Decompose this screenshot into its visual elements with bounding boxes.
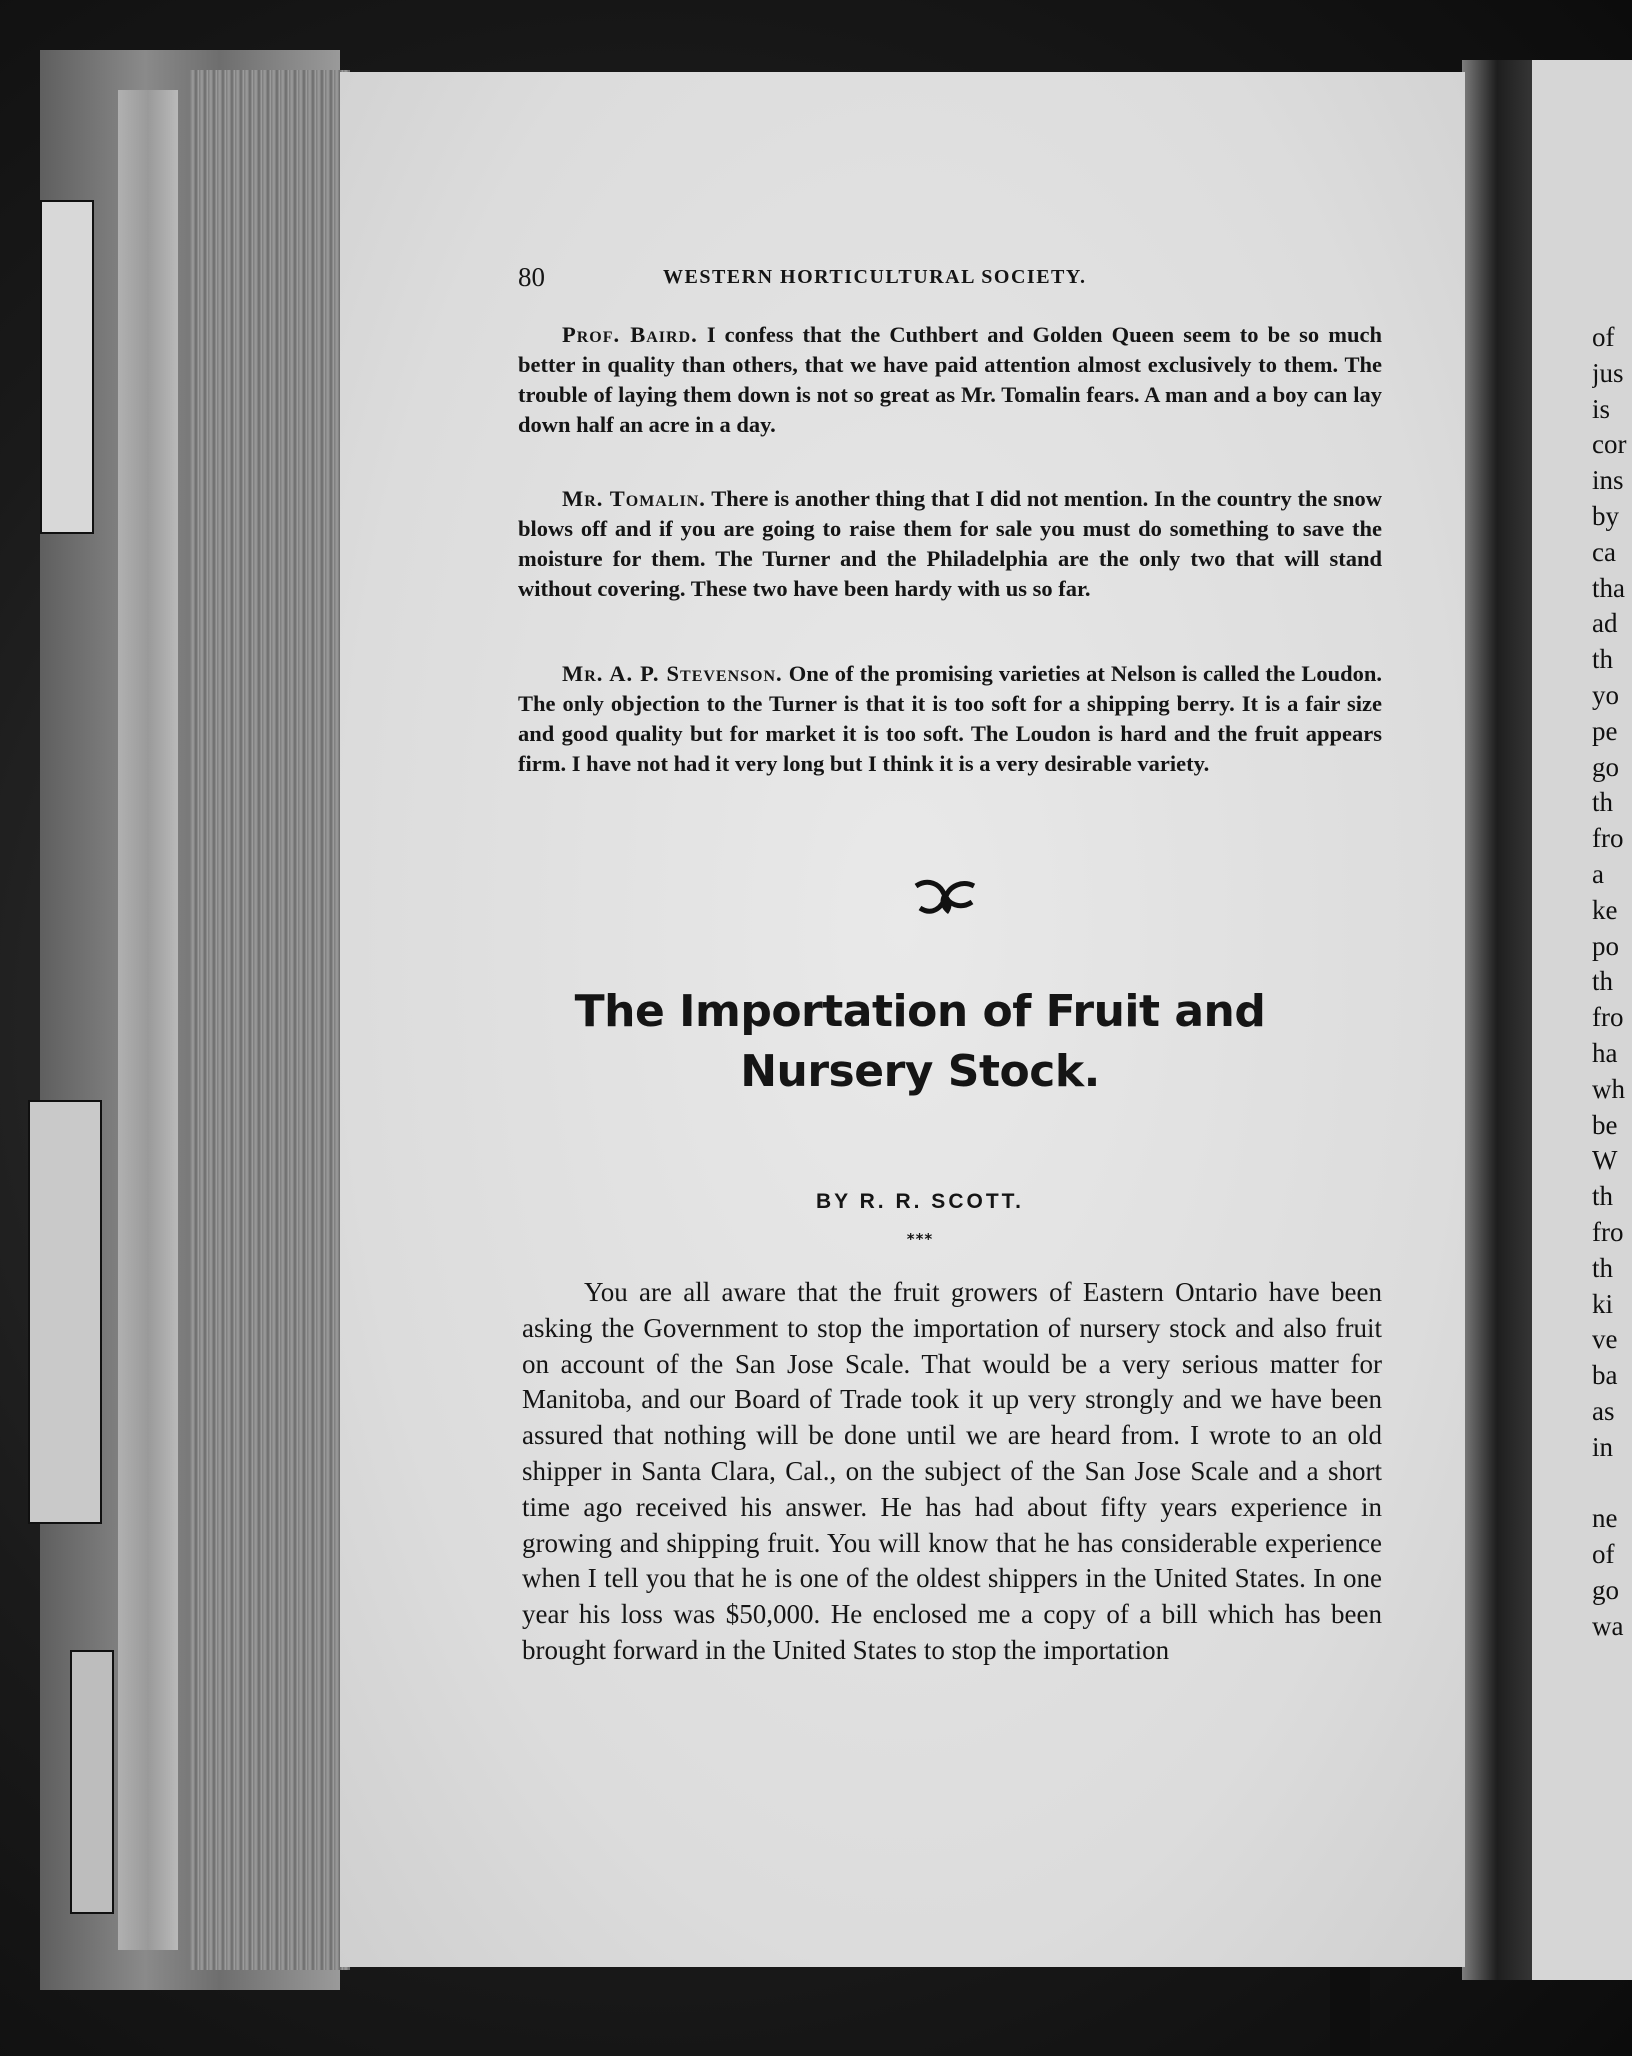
facing-page-fragment: wa — [1592, 1610, 1624, 1641]
facing-page-fragment: th — [1592, 1181, 1614, 1212]
facing-page-fragment: be — [1592, 1109, 1618, 1140]
facing-page-fragment: in — [1592, 1431, 1614, 1462]
facing-page-fragment: of — [1592, 322, 1615, 352]
facing-page-fragment: fro — [1592, 1217, 1624, 1247]
article-title: The Importation of Fruit and Nursery Stock. — [574, 986, 1266, 1097]
facing-page-fragment: po — [1592, 930, 1619, 961]
facing-page-fragment: go — [1592, 751, 1619, 782]
discussion-paragraph — [518, 659, 1382, 779]
article-body: You are all aware that the fruit growers of Eastern Ontario have been asking the Government to stop the importation of nursery stock and also fruit on account of the San Jose Scale. That would be a very serious matter for Manitoba, and our Board of Trade took it up very strongly and we have been assured that nothing will be done until we are heard from. I wrote to an old shipper in Santa Clara, Cal., on the subject of the San Jose Scale and a short time ago received his answer. He has had about fifty years experience in growing and shipping fruit. You will know that he has considerable experience when I tell you that he is one of the oldest shippers in the United States. In one year his loss was $50,000. He enclosed me a copy of a bill which has been brought forward in the United States to stop the importation — [522, 1277, 1382, 1665]
facing-page-fragment: ca — [1592, 536, 1616, 567]
facing-page-fragment: yo — [1592, 680, 1619, 710]
page-tab-marker — [28, 1100, 102, 1524]
speaker-name: Mr. A. P. Stevenson. — [562, 661, 783, 686]
article-byline: BY R. R. SCOTT. — [816, 1190, 1024, 1213]
discussion-paragraph — [518, 484, 1382, 604]
facing-page-fragment: ki — [1592, 1288, 1614, 1319]
paragraph-text: One of the promising varieties at Nelson is called the Loudon. The only objection to the Turner is that it is too soft for a shipping berry. It is a fair size and good quality but for market it is too soft. The Loudon is hard and the fruit appears firm. I have not had it very long but I think it is a very desirable variety. — [518, 661, 1383, 776]
book-spine-strip — [118, 90, 178, 1950]
facing-page-fragment: th — [1592, 1252, 1614, 1283]
facing-page-fragment: th — [1592, 787, 1614, 818]
facing-page-fragment: th — [1592, 644, 1614, 675]
section-separator: *** — [906, 1230, 934, 1248]
paragraph-text: I confess that the Cuthbert and Golden Queen seem to be so much better in quality than others, that we have paid attention almost exclusively to them. The trouble of laying them down is not so great as Mr. Tomalin fears. A man and a boy can lay down half an acre in a day. — [518, 322, 1382, 437]
speaker-name: Mr. Tomalin. — [562, 486, 706, 511]
speaker-name: Prof. Baird. — [562, 322, 698, 347]
fleuron-ornament-icon — [910, 872, 980, 922]
facing-page-fragment: ins — [1592, 465, 1624, 496]
paragraph-text: There is another thing that I did not mention. In the country the snow blows off and if you are going to raise them for sale you must do something to save the moisture for them. The Turner and the Philadelphia are the only two that will stand without covering. These two have been hardy with us so far. — [518, 486, 1383, 601]
facing-page-fragment: ha — [1592, 1038, 1618, 1068]
facing-page-fragment: wh — [1592, 1073, 1625, 1104]
facing-page-fragment: fro — [1592, 823, 1624, 854]
facing-page-fragment: ve — [1592, 1324, 1618, 1355]
facing-page-fragment: as — [1592, 1396, 1615, 1426]
facing-page-fragment: ba — [1592, 1360, 1618, 1391]
book-gutter — [1462, 60, 1532, 1980]
facing-page-fragment: ke — [1592, 894, 1618, 925]
facing-page-fragment: pe — [1592, 715, 1618, 746]
page-number: 80 — [518, 262, 545, 292]
running-head: WESTERN HORTICULTURAL SOCIETY. — [663, 266, 1087, 288]
facing-page-fragment: cor — [1592, 429, 1627, 460]
facing-page-fragment: ne — [1592, 1503, 1618, 1534]
page-stack-edges — [190, 70, 350, 1970]
facing-page-fragment: ad — [1592, 608, 1618, 639]
scanned-page — [340, 72, 1465, 1967]
facing-page-fragment: by — [1592, 501, 1619, 531]
facing-page-fragment: of — [1592, 1539, 1615, 1570]
facing-page-fragment: W — [1592, 1145, 1618, 1176]
facing-page-fragment: jus — [1592, 357, 1624, 388]
facing-page-fragment: fro — [1592, 1002, 1624, 1033]
facing-page-fragment: is — [1592, 393, 1611, 424]
page-header — [518, 262, 1398, 306]
discussion-paragraph — [518, 320, 1382, 440]
page-tab-marker — [40, 200, 94, 534]
facing-page-fragment: a — [1592, 859, 1604, 889]
facing-page-fragment: go — [1592, 1575, 1619, 1605]
page-tab-marker — [70, 1650, 114, 1914]
facing-page-fragment: tha — [1592, 572, 1625, 603]
facing-page-fragment: th — [1592, 966, 1614, 997]
